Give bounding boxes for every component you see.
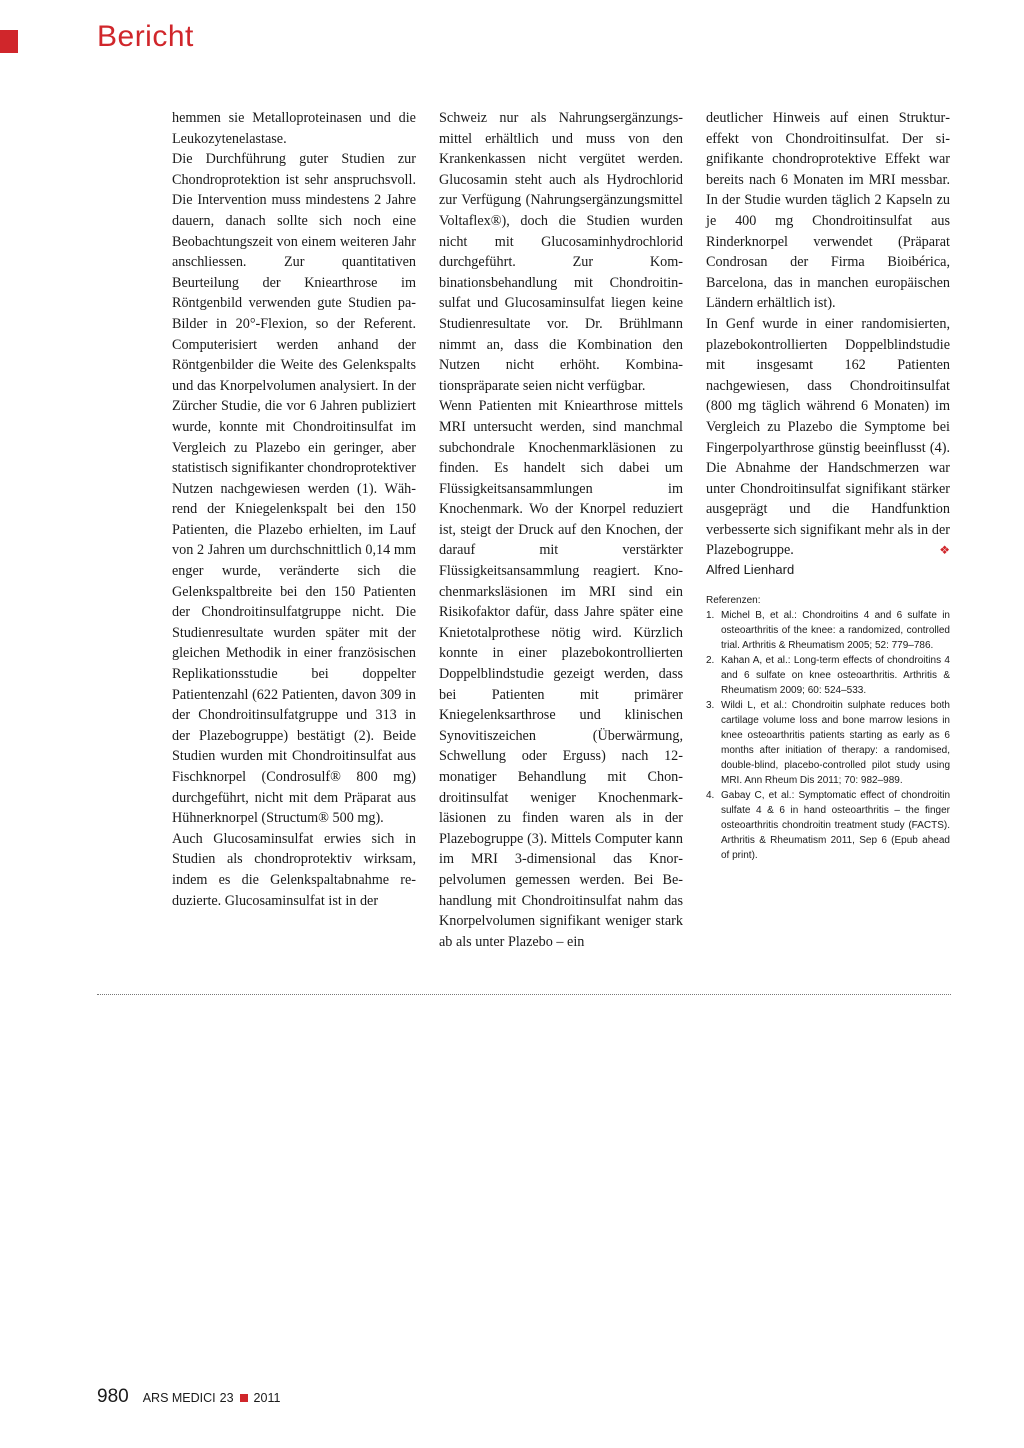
reference-text: Michel B, et al.: Chondroitins 4 and 6 sulfate in osteoarthritis of the knee: a randomized, controlled trial. Arthritis & Rheumatism 2005; 52: 779–786. [721,610,950,652]
reference-number: 4. [706,790,715,802]
paragraph: Die Durchführung guter Studien zur Chondroprotektion ist sehr anspruchsvoll. Die Intervention muss mindestens 2 Jahre dauern, danach sollte sich noch eine Beobachtungszeit von einem weiteren Jahr anschliessen. Zur quantitativen Beurteilung der Kniearthrose im Röntgenbild verwenden gute Studien pa-Bilder in 20°-Flexion, so der Referent. Computerisiert werden anhand der Röntgenbilder die Weite des Gelenkspalts und das Knorpelvolumen analysiert. In der Zürcher Studie, die vor 6 Jahren publiziert wurde, konnte mit Chondroitinsulfat im Vergleich zu Plazebo ein geringer, aber statistisch signifikanter chondroprotektiver Nutzen nachgewiesen werden (1). Während der Kniegelenkspalt bei den 150 Patienten, die Plazebo erhielten, im Lauf von 2 Jahren um durchschnittlich 0,14 mm enger wurde, veränderte sich die Gelenkspaltbreite bei den 150 Patienten der Chondroitinsulfatgruppe nicht. Die Studienresultate wurden später mit der gleichen Methodik in einer französischen Replikationsstudie bei doppelter Patientenzahl (622 Patienten, davon 309 in der Chondroitinsulfatgruppe und 313 in der Plazebogruppe) bestätigt (2). Beide Studien wurden mit Chondroitinsulfat aus Fischknorpel (Condrosulf® 800 mg) durchgeführt, nicht mit dem Präparat aus Hühnerknorpel (Structum® 500 mg). [172,151,416,827]
dotted-divider [97,994,951,995]
reference-item [706,608,950,653]
publication-year: 2011 [253,1391,281,1405]
paragraph: Auch Glucosaminsulfat erwies sich in Studien als chondroprotektiv wirksam, indem es die Gelenkspaltabnahme reduzierte. Glucosaminsulfat ist in der [172,830,416,909]
article-column-1 [172,108,416,911]
references-section [706,593,950,863]
article-column-3 [706,108,950,863]
article-column-2 [439,108,683,952]
references-heading: Referenzen: [706,595,761,607]
reference-text: Kahan A, et al.: Long-term effects of chondroitins 4 and 6 sulfate on knee osteoarthritis. Arthritis & Rheumatism 2009; 60: 524–533. [721,655,950,697]
paragraph [706,314,950,561]
issue-number: 23 [219,1391,234,1405]
author-name: Alfred Lienhard [706,562,795,578]
references-list [706,608,950,863]
reference-text: Gabay C, et al.: Symptomatic effect of chondroitin sulfate 4 & 6 in hand osteoarthritis – the finger osteoarthritis chondroitin treatment study (FACTS). Arthritis & Rheumatism 2011, Sep 6 (Epub ahead of print). [721,790,950,862]
section-color-marker [0,30,18,53]
paragraph: Schweiz nur als Nahrungsergänzungsmittel erhältlich und muss von den Krankenkassen nicht vergütet werden. Glucosamin steht auch als Hydrochlorid zur Verfügung (Nahrungsergänzungsmittel Voltaflex®), doch die Studien wurden nicht mit Glucosaminhydrochlorid durchgeführt. Zur Kombinationsbehandlung mit Chondroitinsulfat und Glucosaminsulfat liegen keine Studienresultate vor. Dr. Brühlmann nimmt an, dass die Kombination den Nutzen nicht erhöht. Kombinationspräparate seien nicht verfügbar. [439,110,683,394]
reference-item [706,698,950,788]
paragraph-text: In Genf wurde in einer randomisierten, plazebokontrollierten Doppelblindstudie mit insgesamt 162 Patienten nachgewiesen, dass Chondroitinsulfat (800 mg täglich während 6 Monaten) im Vergleich zu Plazebo die Symptome bei Fingerpolyarthrose günstig beeinflusst (4). Die Abnahme der Handschmerzen war unter Chondroitinsulfat signifikant stärker ausgeprägt und die Handfunktion verbesserte sich signifikant mehr als in der Plazebogruppe. [706,315,950,559]
separator-square-icon [240,1394,248,1402]
journal-name: ARS MEDICI [142,1391,216,1405]
reference-number: 3. [706,700,715,712]
reference-text: Wildi L, et al.: Chondroitin sulphate reduces both cartilage volume loss and bone marrow lesions in knee osteoarthritis patients starting as early as 6 months after initiation of therapy: a randomised, double-blind, placebo-controlled pilot study using MRI. Ann Rheum Dis 2011; 70: 982–989. [721,700,950,787]
page-number: 980 [97,1386,129,1407]
paragraph: deutlicher Hinweis auf einen Struktureffekt von Chondroitinsulfat. Der signifikante chondroprotektive Effekt war bereits nach 6 Monaten im MRI messbar. In der Studie wurden täglich 2 Kapseln zu je 400 mg Chondroitinsulfat aus Rinderknorpel verwendet (Präparat Condrosan der Firma Bioibérica, Barcelona, das in manchen europäischen Ländern erhältlich ist). [706,110,950,312]
reference-number: 2. [706,655,715,667]
paragraph: hemmen sie Metalloproteinasen und die Leukozytenelastase. [172,110,416,147]
reference-number: 1. [706,610,715,622]
paragraph: Wenn Patienten mit Kniearthrose mittels MRI untersucht werden, sind manchmal subchondrale Knochenmarkläsionen zu finden. Es handelt sich dabei um Flüssigkeitsansammlungen im Knochenmark. Wo der Knorpel reduziert ist, steigt der Druck auf den Knochen, der darauf mit verstärkter Flüssigkeitsansammlung reagiert. Knochenmarksläsionen im MRI sind ein Risikofaktor dafür, dass Jahre später eine Knietotalprothese nötig wird. Kürzlich konnte in einer plazebokontrollierten Doppelblindstudie gezeigt werden, dass bei Patienten mit primärer Kniegelenksarthrose und klinischen Synovitiszeichen (Überwärmung, Schwellung oder Erguss) nach 12-monatiger Behandlung mit Chondroitinsulfat weniger Knochenmarkläsionen zu finden waren als in der Plazebogruppe (3). Mittels Computer kann im MRI 3-dimensional das Knorpelvolumen gemessen werden. Bei Behandlung mit Chondroitinsulfat nahm das Knorpelvolumen signifikant weniger stark ab als unter Plazebo – ein [439,398,683,950]
reference-item [706,788,950,863]
page-footer [97,1386,280,1408]
article-end-icon: ❖ [939,543,950,558]
reference-item [706,653,950,698]
section-title: Bericht [97,20,194,53]
